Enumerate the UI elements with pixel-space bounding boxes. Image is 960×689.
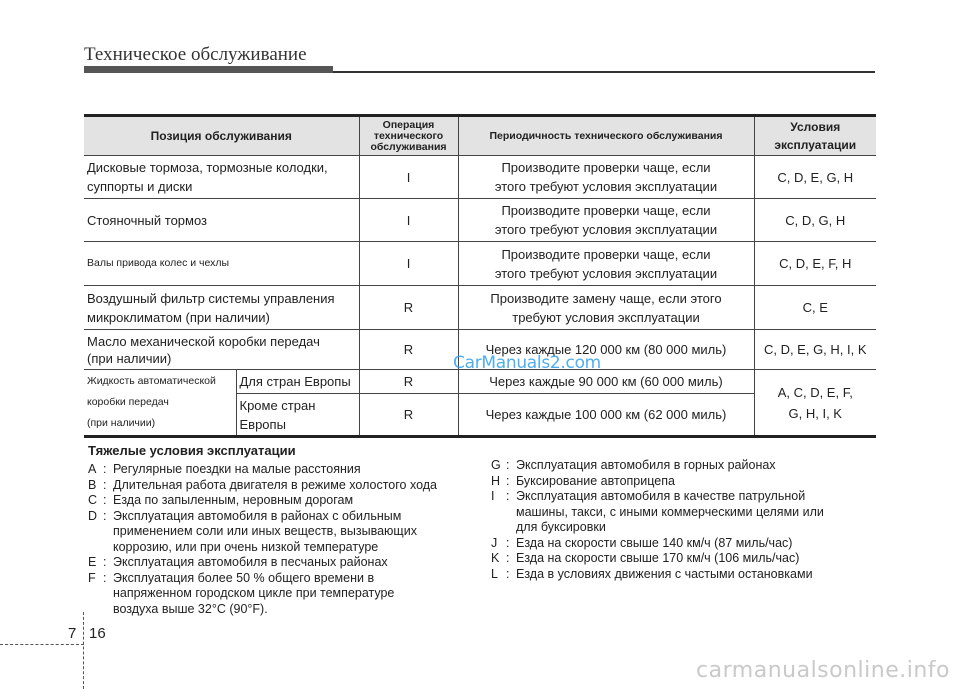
atf-item: Жидкость автоматической коробки передач (при наличии) (84, 370, 236, 437)
atf-conditions: A, C, D, E, F, G, H, I, K (754, 370, 876, 437)
condition-key: B (88, 477, 97, 492)
header-bar (84, 66, 333, 73)
condition-line: H : Буксирование автоприцепа (491, 473, 675, 488)
condition-line: J : Езда на скорости свыше 140 км/ч (87 миль/час) (491, 535, 793, 550)
row-period: Через каждые 100 000 км (62 000 миль) (458, 394, 754, 437)
condition-key (88, 602, 103, 618)
chapter-number: 7 (68, 625, 77, 642)
condition-line: B : Длительная работа двигателя в режиме холостого хода (88, 477, 437, 492)
row-period: Производите проверки чаще, если этого требуют условия эксплуатации (458, 199, 754, 242)
table-header-row (84, 116, 876, 156)
row-operation: R (359, 286, 458, 330)
condition-key (491, 520, 506, 536)
condition-key: A (88, 462, 97, 476)
condition-text: применением соли или иных веществ, вызывающих (113, 524, 417, 538)
condition-key (491, 505, 506, 521)
row-operation: I (359, 242, 458, 286)
condition-key: E (88, 555, 97, 569)
condition-text: Езда по запыленным, неровным дорогам (113, 493, 354, 507)
condition-text: Эксплуатация более 50 % общего времени в (113, 570, 375, 585)
condition-key: H (491, 473, 501, 488)
condition-text: Езда в условиях движения с частыми остановками (516, 566, 813, 581)
condition-text: Регулярные поездки на малые расстояния (113, 462, 361, 476)
row-period: Через каждые 120 000 км (80 000 миль) (458, 330, 754, 370)
condition-text: коррозию, или при очень низкой температуре (113, 539, 379, 554)
row-operation: R (359, 370, 458, 394)
severe-conditions-left (88, 462, 437, 617)
maintenance-table (84, 114, 876, 438)
condition-line (88, 524, 437, 540)
condition-line: A : Регулярные поездки на малые расстояния (88, 462, 361, 476)
condition-text: Эксплуатация автомобиля в горных районах (516, 458, 776, 472)
row-item: Валы привода колес и чехлы (84, 242, 359, 286)
col-header-conditions: Условия эксплуатации (754, 116, 876, 156)
col-header-operation: Операция технического обслуживания (359, 116, 458, 156)
condition-line (491, 520, 824, 536)
condition-line (88, 540, 437, 556)
condition-text: для буксировки (516, 520, 606, 534)
watermark-overlay: CarManuals2.com (453, 353, 601, 373)
row-item: Стояночный тормоз (84, 199, 359, 242)
condition-text: Длительная работа двигателя в режиме холостого хода (113, 477, 437, 492)
row-conditions: C, D, G, H (754, 199, 876, 242)
condition-line: D : Эксплуатация автомобиля в районах с обильным (88, 508, 402, 523)
condition-line: K : Езда на скорости свыше 170 км/ч (106 миль/час) (491, 551, 800, 565)
row-period: Через каждые 90 000 км (60 000 миль) (458, 370, 754, 394)
table-row (84, 286, 876, 330)
condition-line: I : Эксплуатация автомобиля в качестве патрульной (491, 489, 806, 503)
page-number: 16 (89, 625, 106, 642)
row-period: Производите проверки чаще, если этого требуют условия эксплуатации (458, 242, 754, 286)
row-item: Масло механической коробки передач (при наличии) (84, 330, 359, 370)
condition-line: G : Эксплуатация автомобиля в горных районах (491, 458, 776, 472)
condition-line: F : Эксплуатация более 50 % общего времени в (88, 570, 375, 585)
condition-text: воздуха выше 32°C (90°F). (113, 601, 268, 616)
condition-text: Эксплуатация автомобиля в качестве патрульной (516, 489, 806, 503)
row-item: Дисковые тормоза, тормозные колодки, суппорты и диски (84, 156, 359, 199)
condition-line: L : Езда в условиях движения с частыми остановками (491, 566, 813, 581)
condition-key (88, 524, 103, 540)
condition-key: C (88, 493, 98, 507)
condition-key: D (88, 508, 98, 523)
header-rule (333, 71, 875, 73)
condition-key: F (88, 570, 96, 585)
condition-text: Эксплуатация автомобиля в районах с обильным (113, 508, 402, 523)
condition-line (491, 505, 824, 521)
atf-sub-europe-label: Для стран Европы (236, 370, 359, 394)
row-operation: R (359, 330, 458, 370)
page-header-title: Техническое обслуживание (84, 44, 307, 65)
row-conditions: C, D, E, G, H (754, 156, 876, 199)
footer-divider-horizontal (0, 644, 84, 645)
condition-key: I (491, 489, 495, 503)
col-header-period: Периодичность технического обслуживания (458, 116, 754, 156)
condition-text: напряженном городском цикле при температуре (113, 586, 395, 600)
table-row (84, 156, 876, 199)
row-operation: I (359, 199, 458, 242)
condition-key: K (491, 551, 500, 565)
table-row (84, 199, 876, 242)
condition-key (88, 540, 103, 556)
watermark-footer: carmanualsonline.info (696, 658, 950, 683)
row-conditions: C, D, E, G, H, I, K (754, 330, 876, 370)
condition-text: машины, такси, с иными коммерческими целями или (516, 504, 824, 519)
condition-text: Эксплуатация автомобиля в песчаных районах (113, 555, 388, 569)
row-operation: R (359, 394, 458, 437)
atf-sub-non-europe-label: Кроме стран Европы (236, 394, 359, 437)
condition-text: Езда на скорости свыше 170 км/ч (106 миль/час) (516, 551, 800, 565)
row-period: Производите замену чаще, если этого требуют условия эксплуатации (458, 286, 754, 330)
condition-text: Езда на скорости свыше 140 км/ч (87 миль/час) (516, 535, 793, 550)
col-header-item: Позиция обслуживания (84, 116, 359, 156)
table-row (84, 242, 876, 286)
row-conditions: C, D, E, F, H (754, 242, 876, 286)
condition-line: C : Езда по запыленным, неровным дорогам (88, 493, 354, 507)
footer-divider-vertical (83, 612, 84, 689)
row-operation: I (359, 156, 458, 199)
condition-key (88, 586, 103, 602)
condition-key: J (491, 535, 498, 550)
condition-text: Буксирование автоприцепа (516, 473, 675, 488)
condition-line (88, 602, 437, 618)
condition-line (88, 586, 437, 602)
severe-conditions-right (491, 458, 824, 582)
condition-key: G (491, 458, 501, 472)
row-conditions: C, E (754, 286, 876, 330)
row-period: Производите проверки чаще, если этого требуют условия эксплуатации (458, 156, 754, 199)
severe-conditions-title: Тяжелые условия эксплуатации (88, 443, 296, 458)
condition-line: E : Эксплуатация автомобиля в песчаных районах (88, 555, 388, 569)
row-item: Воздушный фильтр системы управления микроклиматом (при наличии) (84, 286, 359, 330)
condition-key: L (491, 566, 498, 581)
table-row (84, 370, 876, 394)
